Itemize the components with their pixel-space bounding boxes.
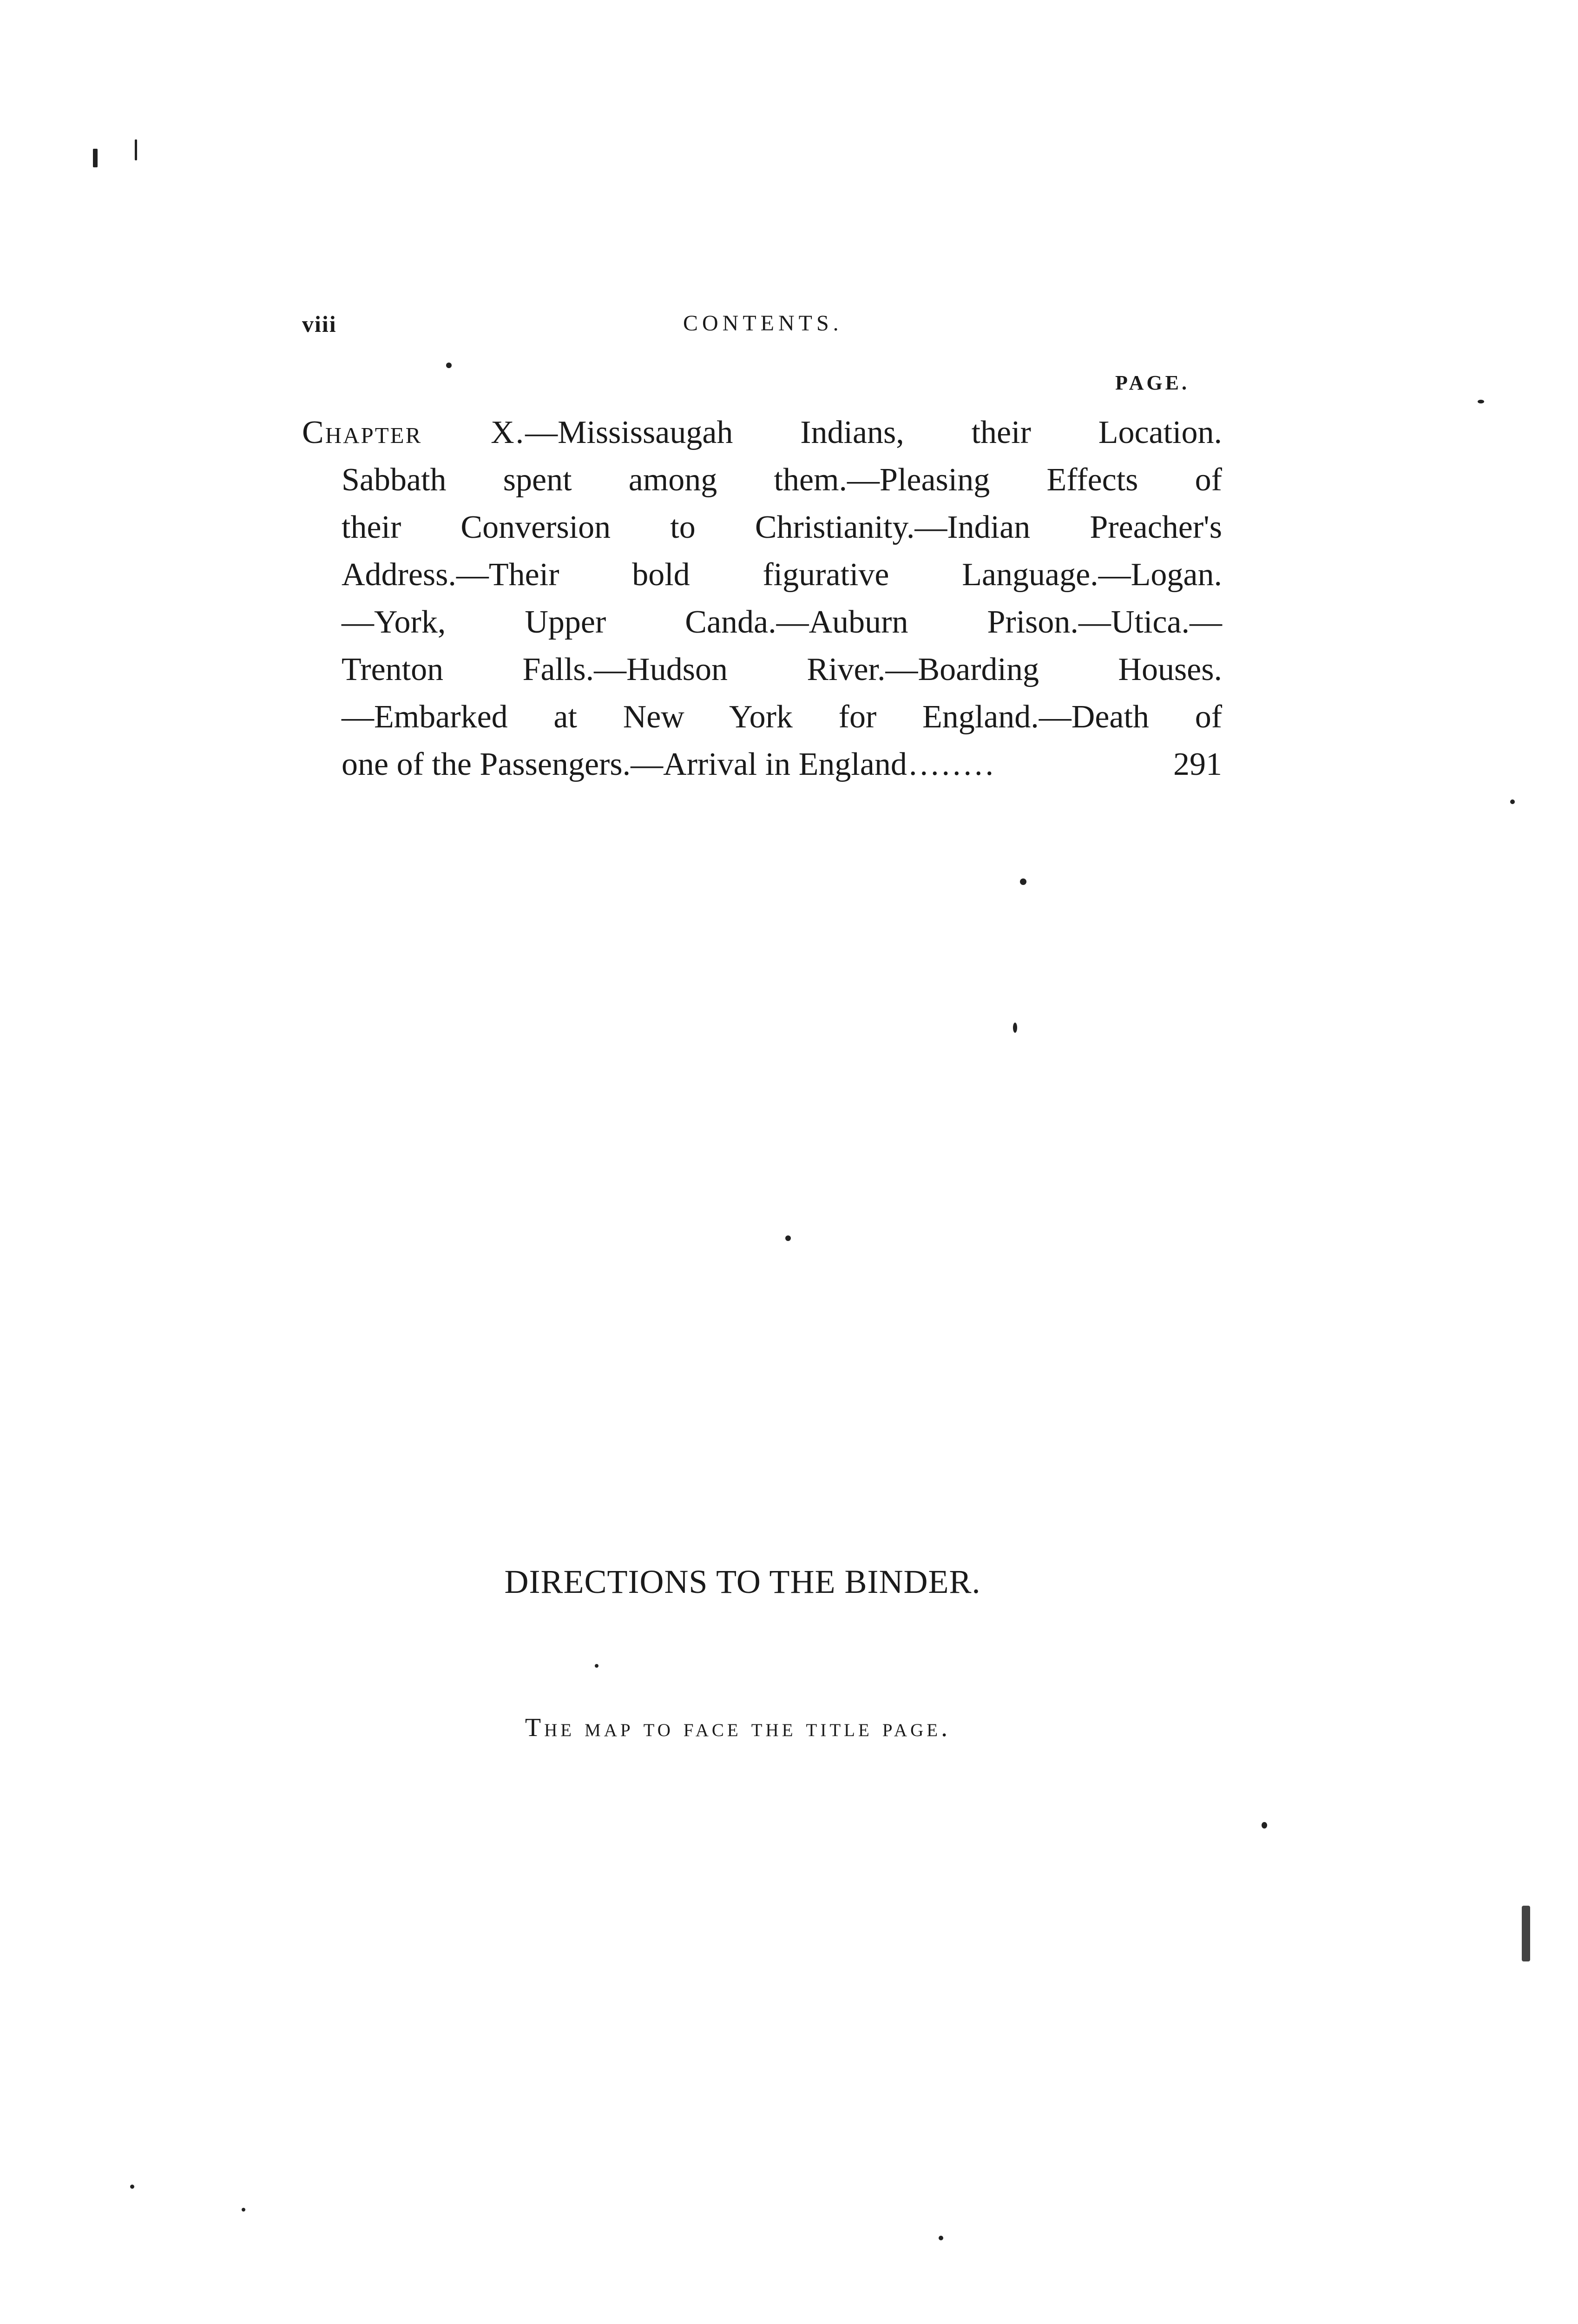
ink-speck <box>1020 878 1026 885</box>
contents-line: their Conversion to Christianity.—Indian Preacher's <box>342 509 1222 545</box>
contents-line: —York, Upper Canda.—Auburn Prison.—Utica.— <box>342 604 1222 640</box>
contents-line <box>302 409 1222 456</box>
binder-note: The map to face the title page. <box>525 1713 951 1742</box>
running-head: CONTENTS. <box>683 311 843 336</box>
page-number: 291 <box>1173 746 1222 782</box>
contents-entry <box>302 409 1222 788</box>
ink-speck <box>1478 400 1484 403</box>
ink-speck <box>446 363 452 368</box>
ink-speck <box>939 2236 943 2240</box>
contents-line: Trenton Falls.—Hudson River.—Boarding Houses. <box>342 652 1222 687</box>
ink-speck <box>130 2185 134 2189</box>
contents-line-text: —Mississaugah Indians, their Location. <box>525 415 1222 450</box>
scan-edge-mark <box>93 149 98 167</box>
ink-speck <box>785 1235 791 1241</box>
contents-line: Sabbath spent among them.—Pleasing Effects of <box>342 462 1222 498</box>
contents-line-text: one of the Passengers.—Arrival in England <box>342 746 907 782</box>
scan-edge-mark <box>1522 1906 1530 1961</box>
ink-speck <box>595 1664 598 1668</box>
contents-line-last <box>302 741 1222 788</box>
ink-speck <box>1510 799 1515 804</box>
binder-heading: DIRECTIONS TO THE BINDER. <box>504 1563 981 1600</box>
chapter-label: Chapter X. <box>302 415 526 450</box>
scan-edge-mark <box>135 139 137 160</box>
contents-line: —Embarked at New York for England.—Death of <box>342 699 1222 735</box>
page-header <box>302 310 1222 348</box>
ink-speck <box>1262 1822 1267 1829</box>
page-column-label: PAGE. <box>1115 371 1190 394</box>
dot-leader: ........ <box>908 746 996 782</box>
page-folio: viii <box>302 311 337 337</box>
ink-speck <box>242 2208 245 2212</box>
ink-speck <box>1013 1023 1017 1033</box>
contents-line: Address.—Their bold figurative Language.—Logan. <box>342 557 1222 593</box>
